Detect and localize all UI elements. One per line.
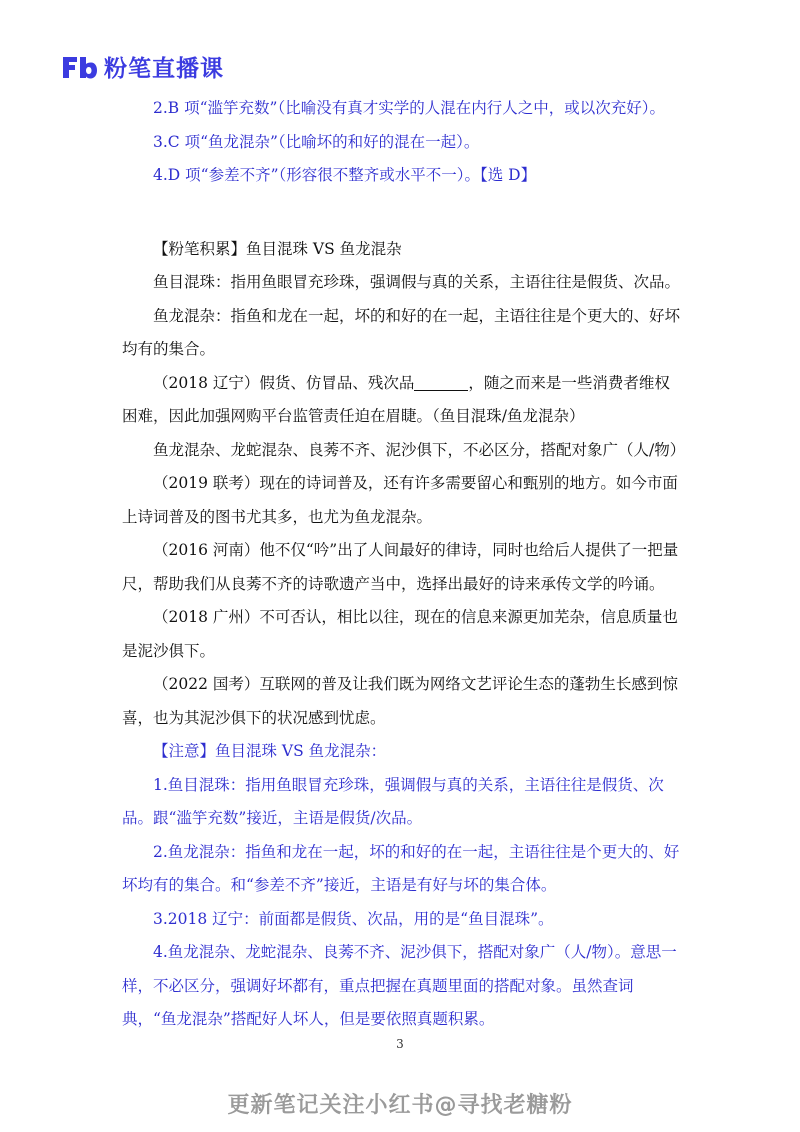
example-2022: （2022 国考）互联网的普及让我们既为网络文艺评论生态的蓬勃生长感到惊喜，也为其泥沙俱下的状况感到忧虑。	[122, 675, 678, 727]
note-title: 【注意】鱼目混珠 VS 鱼龙混杂：	[153, 742, 387, 760]
logo-text: 粉笔直播课	[104, 56, 224, 82]
phrase-list: 鱼龙混杂、龙蛇混杂、良莠不齐、泥沙俱下，不必区分，搭配对象广（人/物）	[153, 440, 686, 459]
answer-blank	[414, 374, 468, 391]
example-2016: （2016 河南）他不仅“吟”出了人间最好的律诗，同时也给后人提供了一把量尺，帮助我们从良莠不齐的诗歌遗产当中，选择出最好的诗来承传文学的吟诵。	[122, 541, 679, 593]
accumulation-title: 【粉笔积累】鱼目混珠 VS 鱼龙混杂	[153, 239, 402, 258]
page-number: 3	[396, 1037, 404, 1051]
brand-logo	[60, 50, 224, 83]
note-item-1: 1.鱼目混珠：指用鱼眼冒充珍珠，强调假与真的关系，主语往往是假货、次品。跟“滥竽充数”接近，主语是假货/次品。	[122, 775, 664, 827]
section-spacer	[122, 193, 682, 233]
note-item-4: 4.鱼龙混杂、龙蛇混杂、良莠不齐、泥沙俱下，搭配对象广（人/物）。意思一样，不必区分，强调好坏都有，重点把握在真题里面的搭配对象。虽然查词典，“鱼龙混杂”搭配好人坏人，但是要依照真题积累。	[122, 943, 677, 1028]
fb-logo-icon	[60, 53, 98, 81]
question-text-after: ，随之而来是一些消费者维权困难，因此加强网购平台监管责任迫在眉睫。（鱼目混珠/鱼龙混杂）	[122, 373, 670, 425]
note-item-3: 3.2018 辽宁：前面都是假货、次品，用的是“鱼目混珠”。	[153, 909, 554, 928]
example-2018: （2018 广州）不可否认，相比以往，现在的信息来源更加芜杂，信息质量也是泥沙俱下。	[122, 608, 678, 660]
note-item-2: 2.鱼龙混杂：指鱼和龙在一起，坏的和好的在一起，主语往往是个更大的、好坏均有的集合。和“参差不齐”接近，主语是有好与坏的集合体。	[122, 842, 680, 894]
definition-yumuhunzhu: 鱼目混珠：指用鱼眼冒充珍珠，强调假与真的关系，主语往往是假货、次品。	[153, 273, 681, 291]
option-b-line: 2.B 项“滥竽充数”（比喻没有真才实学的人混在内行人之中，或以次充好）。	[153, 99, 665, 117]
footer-watermark: 更新笔记关注小红书@寻找老糖粉	[227, 1093, 573, 1118]
question-text-before: （2018 辽宁）假货、仿冒品、残次品	[153, 373, 415, 392]
example-2019: （2019 联考）现在的诗词普及，还有许多需要留心和甄别的地方。如今市面上诗词普及的图书尤其多，也尤为鱼龙混杂。	[122, 474, 678, 526]
option-c-line: 3.C 项“鱼龙混杂”（比喻坏的和好的混在一起）。	[153, 132, 480, 151]
option-d-line: 4.D 项“参差不齐”（形容很不整齐或水平不一）。【选 D】	[153, 166, 537, 184]
question-2018-liaoning	[122, 367, 682, 434]
document-body	[122, 92, 686, 1037]
definition-yulonghunza: 鱼龙混杂：指鱼和龙在一起，坏的和好的在一起，主语往往是个更大的、好坏均有的集合。	[122, 306, 681, 358]
